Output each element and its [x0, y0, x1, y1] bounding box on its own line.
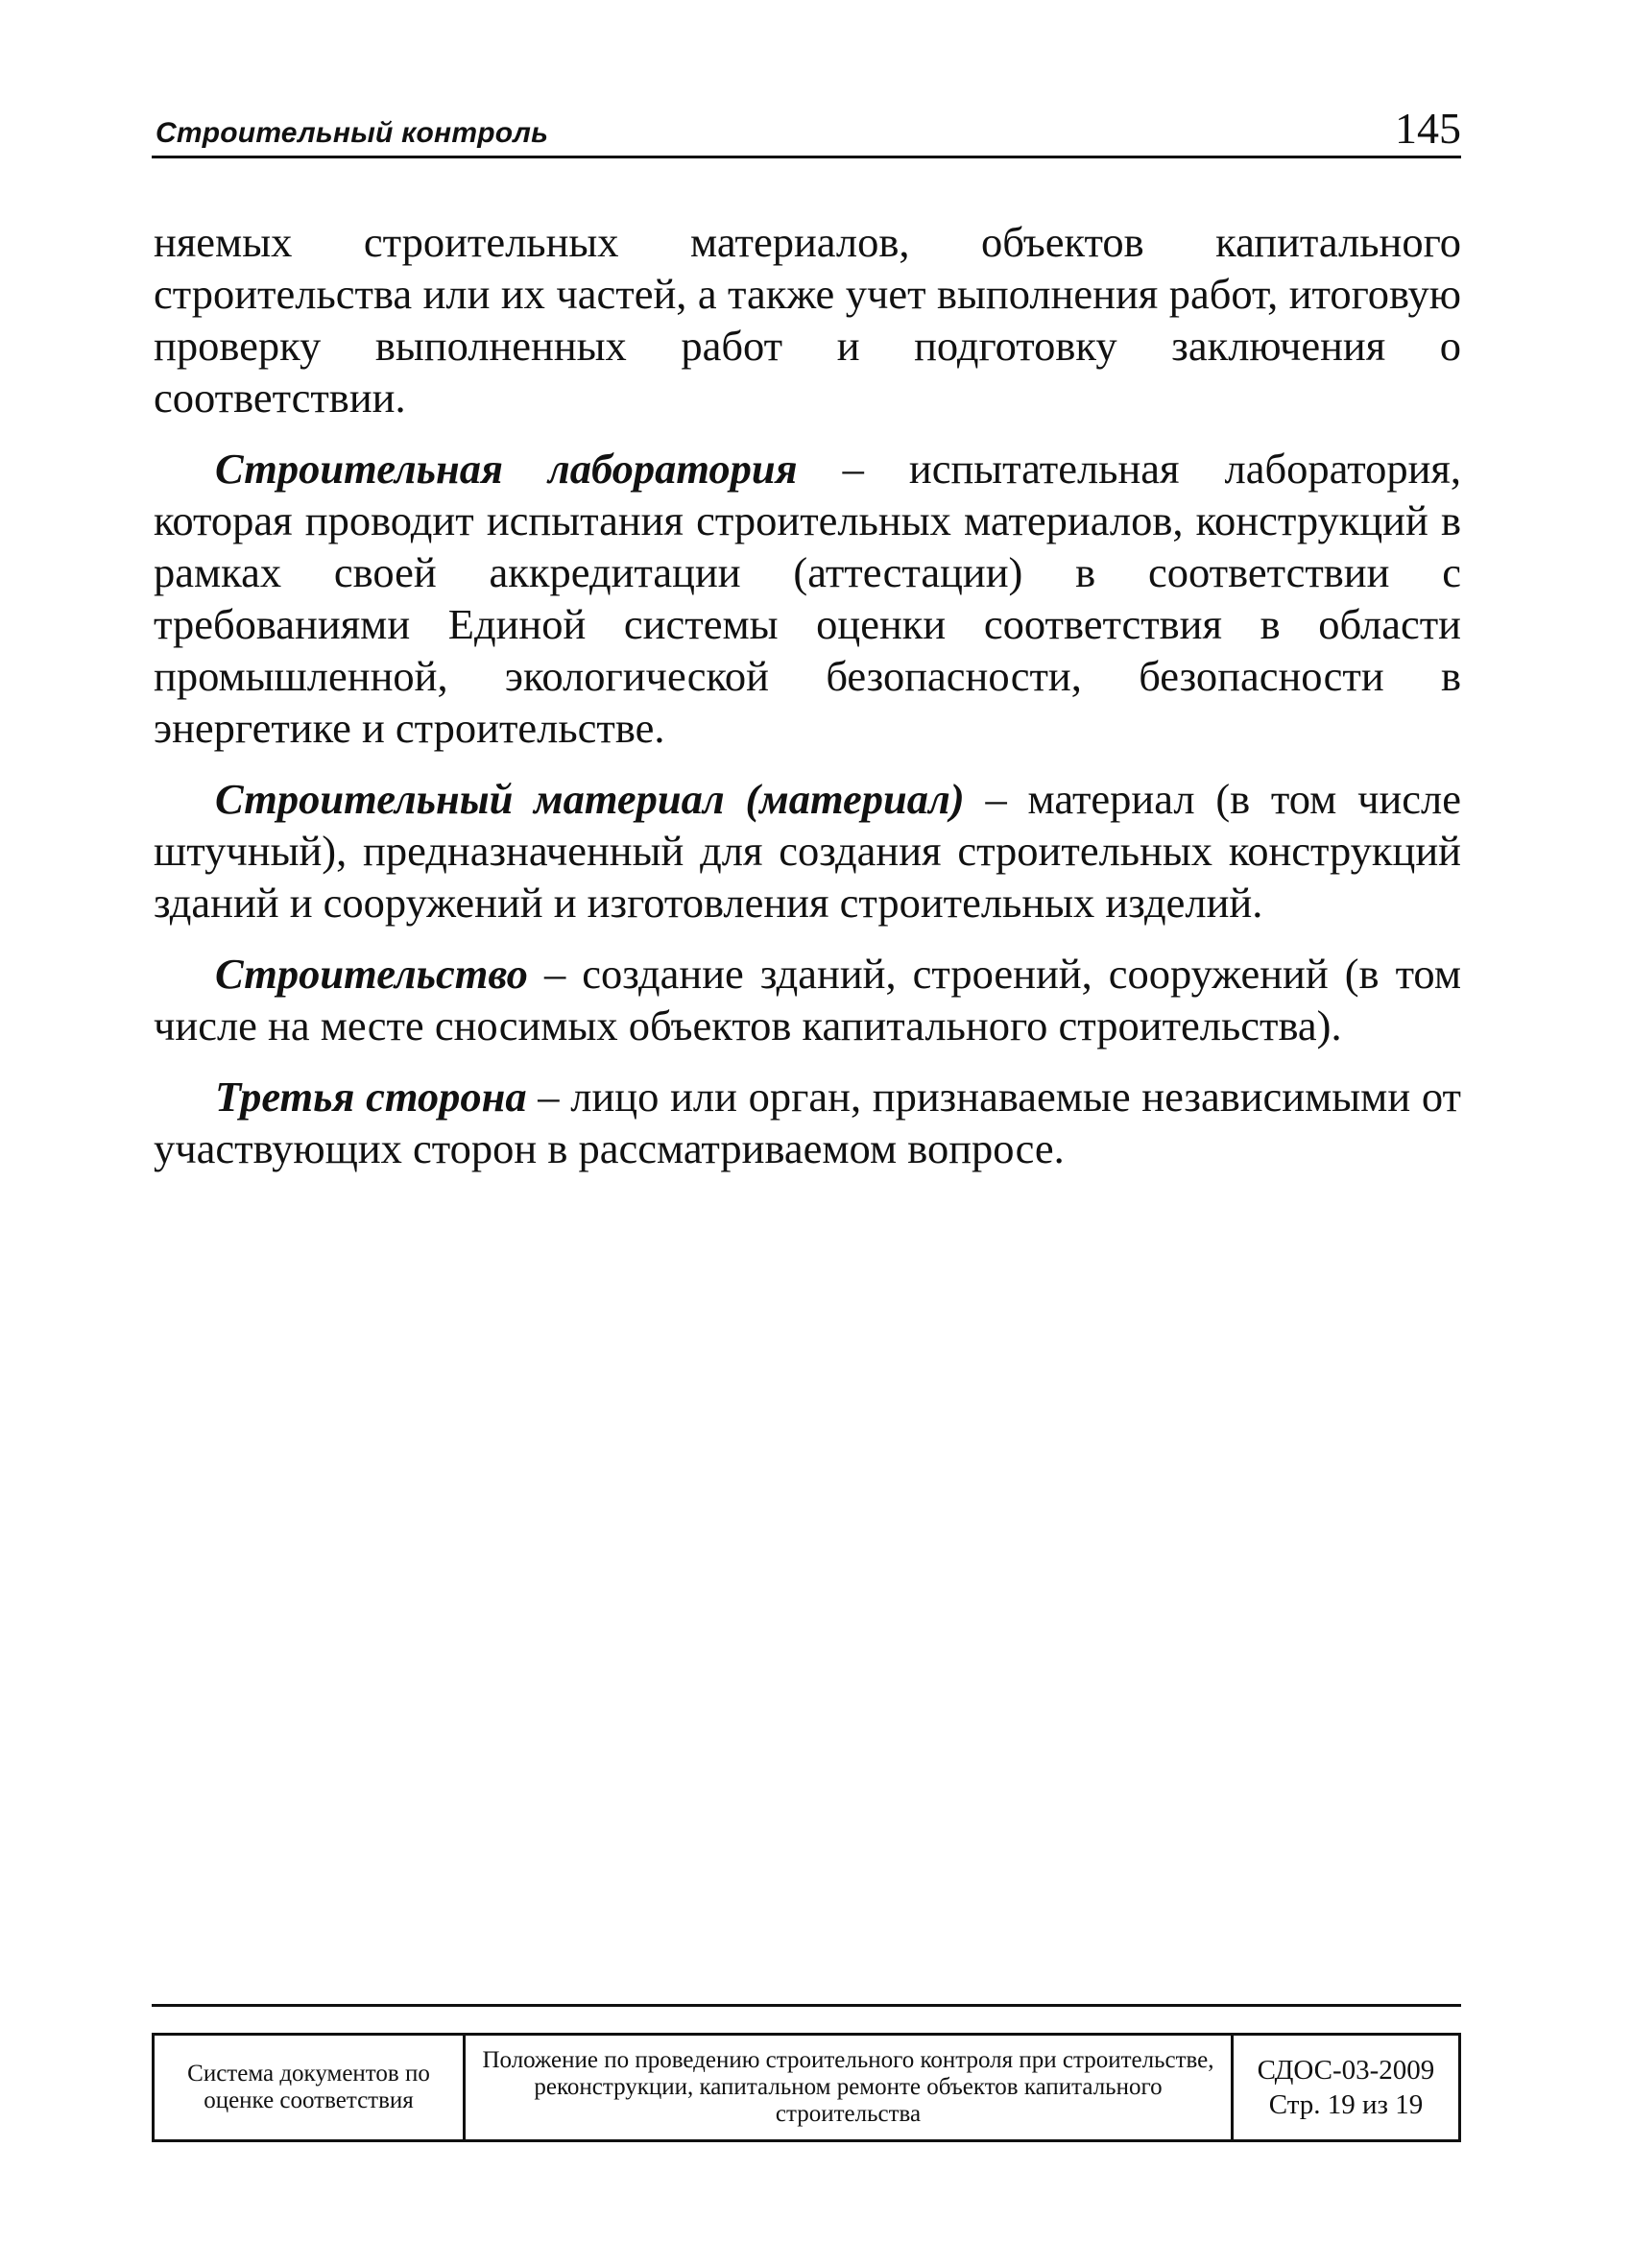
footer-system-cell: Система документов по оценке соответствия	[155, 2036, 466, 2139]
footer-code-cell	[1234, 2036, 1458, 2139]
footer-divider	[152, 2004, 1461, 2007]
running-header	[152, 104, 1461, 158]
definition-text: – создание зданий, строений, сооружений (в том числе на месте сносимых объектов капитального строительства).	[154, 950, 1461, 1050]
definition-paragraph	[154, 443, 1461, 754]
definition-term: Строительная лаборатория	[215, 445, 798, 493]
footer-document-title-cell: Положение по проведению строительного контроля при строительстве, реконструкции, капитальном ремонте объектов капитального строительства	[466, 2036, 1234, 2139]
definition-term: Строительный материал (материал)	[215, 775, 965, 823]
body-text	[154, 216, 1461, 1194]
definition-term: Третья сторона	[215, 1073, 527, 1121]
definition-paragraph	[154, 773, 1461, 929]
definition-text: – лицо или орган, признаваемые независимыми от участвующих сторон в рассматриваемом вопросе.	[154, 1073, 1461, 1172]
definition-term: Строительство	[215, 950, 528, 998]
definition-paragraph	[154, 1071, 1461, 1174]
definition-paragraph	[154, 948, 1461, 1051]
footer-table	[152, 2033, 1461, 2142]
continuation-paragraph: няемых строительных материалов, объектов капитального строительства или их частей, а также учет выполнения работ, итоговую проверку выполненных работ и подготовку заключения о соответствии.	[154, 218, 1461, 422]
page-count: Стр. 19 из 19	[1268, 2089, 1424, 2120]
definition-text: – испытательная лаборатория, которая проводит испытания строительных материалов, конструкций в рамках своей аккредитации (аттестации) в соответствии с требованиями Единой системы оценки соответствия в области промышленной, экологической безопасности, безопасности в энергетике и строительстве.	[154, 445, 1461, 752]
page-number: 145	[1395, 104, 1461, 153]
document-code: СДОС-03-2009	[1257, 2055, 1435, 2086]
definition-text: – материал (в том числе штучный), предназначенный для создания строительных конструкций зданий и сооружений и изготовления строительных изделий.	[154, 775, 1461, 927]
running-title: Строительный контроль	[156, 117, 549, 149]
